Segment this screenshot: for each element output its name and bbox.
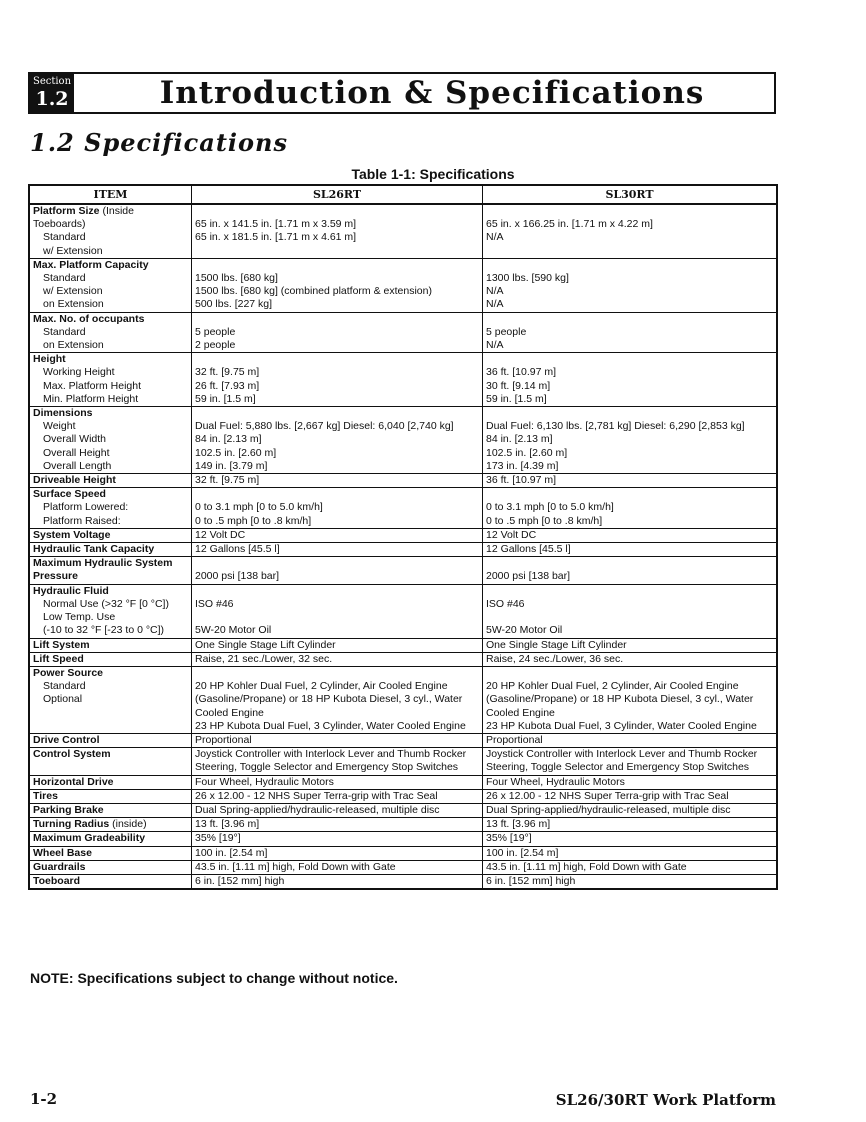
spec-item-title-text: Platform Size [33, 205, 100, 217]
spec-item-title-text: Drive Control [33, 733, 100, 746]
spec-sub-item-label: on Extension [43, 339, 104, 352]
sl30rt-value: 23 HP Kubota Dual Fuel, 3 Cylinder, Water Cooled Engine [486, 719, 757, 732]
spec-item-title [33, 847, 188, 860]
sl26rt-value: Four Wheel, Hydraulic Motors [195, 775, 334, 788]
table-caption: Table 1-1: Specifications [351, 166, 515, 182]
sl26rt-value-cell [192, 474, 483, 488]
spec-item-title [33, 818, 188, 831]
sl30rt-value: One Single Stage Lift Cylinder [486, 638, 627, 651]
sl26rt-value: 20 HP Kohler Dual Fuel, 2 Cylinder, Air Cooled Engine (Gasoline/Propane) or 18 HP Kubota Diesel, 3 cyl., Water Cooled Engine [195, 680, 463, 719]
table-row [29, 874, 777, 889]
sl26rt-value: 149 in. [3.79 m] [195, 459, 268, 472]
spec-sub-item-label: Standard [43, 325, 86, 338]
spec-item-cell [29, 312, 192, 353]
sl30rt-value: 35% [19°] [486, 832, 532, 845]
table-row [29, 818, 777, 832]
sl30rt-value-cell [483, 803, 778, 817]
sl26rt-value-cell [192, 789, 483, 803]
spec-item-cell [29, 543, 192, 557]
table-row [29, 528, 777, 542]
spec-item-cell [29, 874, 192, 889]
sl26rt-value [195, 611, 479, 624]
sl26rt-value: ISO #46 [195, 597, 234, 610]
sl30rt-value-cell [483, 543, 778, 557]
sl30rt-value-cell [483, 638, 778, 652]
spacer [195, 353, 479, 366]
table-row [29, 312, 777, 353]
spec-item-cell [29, 860, 192, 874]
spec-item-title-text: Max. Platform Capacity [33, 258, 149, 271]
spec-item-title [33, 488, 188, 501]
spec-item-title-text: Hydraulic Tank Capacity [33, 543, 155, 556]
sl26rt-value: 0 to 3.1 mph [0 to 5.0 km/h] [195, 501, 323, 514]
sl30rt-value-cell [483, 874, 778, 889]
spec-sub-item-label: Platform Lowered: [43, 501, 129, 514]
sl30rt-value-cell [483, 258, 778, 312]
spec-item-title-text: Toeboard [33, 874, 81, 887]
sl30rt-value: ISO #46 [486, 597, 525, 610]
sl30rt-value: Dual Fuel: 6,130 lbs. [2,781 kg] Diesel: 6,290 [2,853 kg] [486, 420, 745, 433]
sl30rt-value: N/A [486, 231, 504, 244]
sl26rt-value: Proportional [195, 733, 252, 746]
spec-sub-item-label: Platform Raised: [43, 514, 121, 527]
spec-item-title-text: Surface Speed [33, 488, 106, 501]
spec-item-title-text: System Voltage [33, 528, 111, 541]
spacer [486, 353, 773, 366]
sl30rt-value: 30 ft. [9.14 m] [486, 379, 551, 392]
spec-item-title-text: Control System [33, 748, 111, 761]
sl26rt-value-cell [192, 258, 483, 312]
spec-sub-item-label: Working Height [43, 366, 115, 379]
spec-item-title [33, 861, 188, 874]
spec-item-title-text: Dimensions [33, 407, 93, 420]
spec-sub-item-label: Pressure [33, 570, 78, 583]
sl30rt-value-cell [483, 832, 778, 846]
sl30rt-value-cell [483, 818, 778, 832]
spec-item-cell [29, 258, 192, 312]
sl26rt-value: 5W-20 Motor Oil [195, 624, 272, 637]
sl26rt-value-cell [192, 407, 483, 474]
section-badge [30, 74, 74, 112]
sl30rt-value-cell [483, 557, 778, 584]
sl26rt-value: 1500 lbs. [680 kg] (combined platform & extension) [195, 285, 432, 298]
spec-item-cell [29, 488, 192, 529]
sl26rt-value-cell [192, 748, 483, 775]
spec-item-title [33, 557, 188, 570]
sl30rt-value: 5W-20 Motor Oil [486, 624, 563, 637]
sl30rt-value-cell [483, 652, 778, 666]
spec-item-title-note: (inside) [109, 818, 147, 831]
spec-item-title [33, 667, 188, 680]
spec-item-title-text: Lift Speed [33, 652, 84, 665]
spec-item-title [33, 313, 188, 326]
sl26rt-value-cell [192, 543, 483, 557]
sl30rt-value: 36 ft. [10.97 m] [486, 474, 557, 487]
sl26rt-value-cell [192, 666, 483, 733]
spec-sub-item-label: (-10 to 32 °F [-23 to 0 °C]) [43, 624, 165, 637]
sl30rt-value: Dual Spring-applied/hydraulic-released, multiple disc [486, 803, 731, 816]
spacer [195, 313, 479, 326]
sl26rt-value: 100 in. [2.54 m] [195, 846, 268, 859]
spec-item-cell [29, 775, 192, 789]
sl26rt-value-cell [192, 312, 483, 353]
table-row [29, 748, 777, 775]
sl26rt-value-cell [192, 353, 483, 407]
sl30rt-value-cell [483, 204, 778, 258]
spec-item-title [33, 653, 188, 666]
spacer [486, 557, 773, 570]
sl30rt-value-cell [483, 775, 778, 789]
sl30rt-value: 102.5 in. [2.60 m] [486, 446, 568, 459]
spec-sub-item-label: on Extension [43, 298, 104, 311]
sl30rt-value: Four Wheel, Hydraulic Motors [486, 775, 625, 788]
spec-sub-item-label: Max. Platform Height [43, 379, 142, 392]
sl30rt-value: 100 in. [2.54 m] [486, 846, 559, 859]
table-row [29, 557, 777, 584]
table-row [29, 258, 777, 312]
sl26rt-value: 23 HP Kubota Dual Fuel, 3 Cylinder, Water Cooled Engine [195, 719, 466, 732]
sl26rt-value-cell [192, 860, 483, 874]
spec-item-cell [29, 407, 192, 474]
sl30rt-value [486, 611, 773, 624]
spec-item-title [33, 804, 188, 817]
spacer [195, 585, 479, 598]
spec-item-cell [29, 748, 192, 775]
spec-item-title [33, 259, 188, 272]
spec-item-title-text: Hydraulic Fluid [33, 584, 109, 597]
table-row [29, 860, 777, 874]
sl26rt-value: 84 in. [2.13 m] [195, 433, 262, 446]
sl30rt-value-cell [483, 474, 778, 488]
spacer [486, 205, 773, 218]
sl30rt-value-cell [483, 407, 778, 474]
spec-item-title [33, 832, 188, 845]
spec-sub-item-label: Low Temp. Use [43, 611, 116, 624]
spec-item-cell [29, 204, 192, 258]
sl26rt-value-cell [192, 652, 483, 666]
spec-item-title [33, 529, 188, 542]
sl26rt-value-cell [192, 638, 483, 652]
spec-item-cell [29, 474, 192, 488]
sl26rt-value-cell [192, 832, 483, 846]
sl30rt-value-cell [483, 748, 778, 775]
sl30rt-value: 59 in. [1.5 m] [486, 392, 547, 405]
spec-sub-item-label: w/ Extension [43, 244, 103, 257]
spec-item-title [33, 543, 188, 556]
sl30rt-value: 20 HP Kohler Dual Fuel, 2 Cylinder, Air Cooled Engine (Gasoline/Propane) or 18 HP Kubota Diesel, 3 cyl., Water Cooled Engine [486, 680, 754, 719]
spec-item-title [33, 205, 188, 231]
spec-item-title [33, 639, 188, 652]
sl26rt-value: 32 ft. [9.75 m] [195, 366, 260, 379]
spec-item-cell [29, 638, 192, 652]
spec-item-title-text: Height [33, 353, 66, 366]
spec-item-cell [29, 846, 192, 860]
table-header-row [29, 185, 777, 204]
column-header-sl26rt: SL26RT [192, 185, 483, 204]
sl26rt-value-cell [192, 733, 483, 747]
page-number: 1-2 [30, 1090, 58, 1108]
sl26rt-value: 0 to .5 mph [0 to .8 km/h] [195, 514, 312, 527]
spec-item-cell [29, 832, 192, 846]
spec-item-title-text: Max. No. of occupants [33, 312, 145, 325]
sl30rt-value: 12 Gallons [45.5 l] [486, 543, 571, 556]
product-name: SL26/30RT Work Platform [555, 1091, 776, 1109]
spec-item-title-text: Turning Radius [33, 818, 110, 831]
sl26rt-value: 13 ft. [3.96 m] [195, 818, 260, 831]
spec-item-title-text: Horizontal Drive [33, 775, 114, 788]
sl26rt-value: 26 ft. [7.93 m] [195, 379, 260, 392]
sl26rt-value: 2000 psi [138 bar] [195, 570, 280, 583]
sl26rt-value: 5 people [195, 325, 236, 338]
sl30rt-value: 0 to .5 mph [0 to .8 km/h] [486, 514, 603, 527]
sl30rt-value: 173 in. [4.39 m] [486, 459, 559, 472]
page-subtitle: 1.2 Specifications [30, 128, 288, 157]
spec-item-title [33, 353, 188, 366]
table-row [29, 584, 777, 638]
sl30rt-value-cell [483, 488, 778, 529]
spacer [486, 407, 773, 420]
spec-item-cell [29, 652, 192, 666]
sl26rt-value: 12 Volt DC [195, 528, 246, 541]
table-row [29, 832, 777, 846]
sl26rt-value-cell [192, 874, 483, 889]
sl26rt-value: Raise, 21 sec./Lower, 32 sec. [195, 652, 333, 665]
sl30rt-value-cell [483, 584, 778, 638]
sl26rt-value-cell [192, 584, 483, 638]
sl26rt-value-cell [192, 557, 483, 584]
spec-sub-item-label: Overall Width [43, 433, 107, 446]
column-header-item: ITEM [29, 185, 192, 204]
sl26rt-value-cell [192, 528, 483, 542]
spec-item-title [33, 776, 188, 789]
sl30rt-value: 6 in. [152 mm] high [486, 874, 576, 887]
spec-sub-item-label: Optional [43, 693, 83, 706]
sl26rt-value-cell [192, 846, 483, 860]
sl30rt-value: Proportional [486, 733, 543, 746]
spec-item-cell [29, 353, 192, 407]
spec-item-cell [29, 733, 192, 747]
spacer [195, 557, 479, 570]
sl26rt-value: 1500 lbs. [680 kg] [195, 272, 278, 284]
spacer [195, 205, 479, 218]
spec-table-wrapper [28, 184, 778, 890]
table-row [29, 488, 777, 529]
sl30rt-value: 13 ft. [3.96 m] [486, 818, 551, 831]
spec-table-body [29, 204, 777, 889]
table-row [29, 543, 777, 557]
sl30rt-value: 43.5 in. [1.11 m] high, Fold Down with Gate [486, 860, 687, 873]
sl26rt-value: One Single Stage Lift Cylinder [195, 638, 336, 651]
spacer [195, 667, 479, 680]
sl26rt-value: 32 ft. [9.75 m] [195, 474, 260, 487]
table-row [29, 474, 777, 488]
spacer [195, 407, 479, 420]
sl30rt-value-cell [483, 733, 778, 747]
sl26rt-value-cell [192, 803, 483, 817]
table-row [29, 353, 777, 407]
sl30rt-value: 12 Volt DC [486, 528, 537, 541]
sl30rt-value: N/A [486, 339, 504, 352]
sl30rt-value-cell [483, 846, 778, 860]
table-row [29, 803, 777, 817]
sl26rt-value: 43.5 in. [1.11 m] high, Fold Down with Gate [195, 860, 396, 873]
table-row [29, 204, 777, 258]
sl26rt-value: Dual Fuel: 5,880 lbs. [2,667 kg] Diesel: 6,040 [2,740 kg] [195, 420, 454, 433]
spec-item-title [33, 407, 188, 420]
sl30rt-value-cell [483, 312, 778, 353]
spec-item-title-text: Driveable Height [33, 474, 116, 487]
table-row [29, 775, 777, 789]
table-row [29, 666, 777, 733]
spec-item-title [33, 875, 188, 888]
sl26rt-value: 102.5 in. [2.60 m] [195, 446, 277, 459]
sl26rt-value: 12 Gallons [45.5 l] [195, 543, 280, 556]
spec-sub-item-label: Weight [43, 420, 76, 433]
sl26rt-value-cell [192, 775, 483, 789]
sl30rt-value-cell [483, 666, 778, 733]
sl30rt-value: 84 in. [2.13 m] [486, 433, 553, 446]
spec-item-cell [29, 666, 192, 733]
spec-sub-item-label: Min. Platform Height [43, 392, 139, 405]
spec-sub-item-label: Standard [43, 680, 86, 693]
spec-item-cell [29, 818, 192, 832]
spec-item-title [33, 585, 188, 598]
sl30rt-value-cell [483, 860, 778, 874]
table-row [29, 638, 777, 652]
sl26rt-value-cell [192, 818, 483, 832]
spacer [486, 313, 773, 326]
spec-sub-item-label: Standard [43, 272, 86, 285]
spec-item-title [33, 734, 188, 747]
sl26rt-value: 65 in. x 141.5 in. [1.71 m x 3.59 m] [195, 218, 357, 231]
sl30rt-value: 5 people [486, 325, 527, 338]
table-row [29, 733, 777, 747]
sl30rt-value-cell [483, 789, 778, 803]
spec-item-cell [29, 789, 192, 803]
sl30rt-value-cell [483, 528, 778, 542]
spec-item-title-text: Power Source [33, 666, 104, 679]
spec-item-cell [29, 803, 192, 817]
spec-sub-item-label: Standard [43, 231, 86, 244]
spec-item-cell [29, 528, 192, 542]
sl26rt-value: 26 x 12.00 - 12 NHS Super Terra-grip with Trac Seal [195, 789, 438, 802]
spacer [486, 488, 773, 501]
section-number: 1.2 [35, 88, 69, 110]
table-row [29, 652, 777, 666]
spec-note: NOTE: Specifications subject to change without notice. [30, 970, 398, 986]
spec-item-title-text: Parking Brake [33, 803, 104, 816]
spec-item-title-text: Tires [33, 789, 58, 802]
sl26rt-value: 500 lbs. [227 kg] [195, 298, 273, 311]
sl30rt-value: 1300 lbs. [590 kg] [486, 272, 569, 284]
spacer [195, 488, 479, 501]
spec-sub-item-label: w/ Extension [43, 285, 103, 298]
sl30rt-value: N/A [486, 298, 504, 311]
spacer [486, 585, 773, 598]
spec-item-title-text: Wheel Base [33, 846, 92, 859]
sl26rt-value: 59 in. [1.5 m] [195, 392, 256, 405]
spacer [195, 259, 479, 272]
sl26rt-value: 35% [19°] [195, 832, 241, 845]
sl26rt-value: Dual Spring-applied/hydraulic-released, multiple disc [195, 803, 440, 816]
sl30rt-value: 36 ft. [10.97 m] [486, 366, 557, 379]
spec-item-title [33, 748, 188, 761]
spec-item-title [33, 474, 188, 487]
sl26rt-value: 2 people [195, 339, 236, 352]
spec-item-title [33, 790, 188, 803]
table-row [29, 407, 777, 474]
sl26rt-value: Joystick Controller with Interlock Lever and Thumb Rocker Steering, Toggle Selector and Emergency Stop Switches [195, 748, 467, 774]
spec-sub-item-label: Normal Use (>32 °F [0 °C]) [43, 597, 169, 610]
spec-item-title-text: Lift System [33, 638, 90, 651]
column-header-sl30rt: SL30RT [483, 185, 778, 204]
sl30rt-value: 26 x 12.00 - 12 NHS Super Terra-grip with Trac Seal [486, 789, 729, 802]
section-word: Section [32, 76, 72, 87]
spec-item-cell [29, 557, 192, 584]
sl26rt-value-cell [192, 488, 483, 529]
spec-table [28, 184, 778, 890]
sl30rt-value: 65 in. x 166.25 in. [1.71 m x 4.22 m] [486, 218, 653, 231]
spec-sub-item-label: Overall Height [43, 446, 110, 459]
spec-item-cell [29, 584, 192, 638]
table-row [29, 789, 777, 803]
spacer [486, 667, 773, 680]
sl26rt-value-cell [192, 204, 483, 258]
sl30rt-value: Joystick Controller with Interlock Lever and Thumb Rocker Steering, Toggle Selector and Emergency Stop Switches [486, 748, 758, 774]
spec-item-title-text: Guardrails [33, 860, 86, 873]
sl30rt-value: N/A [486, 285, 504, 298]
spec-item-title-note: (Inside Toeboards) [33, 205, 134, 231]
spec-item-title-text: Maximum Gradeability [33, 832, 146, 845]
table-row [29, 846, 777, 860]
sl26rt-value: 65 in. x 181.5 in. [1.71 m x 4.61 m] [195, 231, 357, 244]
sl30rt-value: 0 to 3.1 mph [0 to 5.0 km/h] [486, 501, 614, 514]
section-header [28, 72, 776, 114]
sl30rt-value: Raise, 24 sec./Lower, 36 sec. [486, 652, 624, 665]
sl30rt-value: 2000 psi [138 bar] [486, 570, 571, 583]
spec-sub-item-label: Overall Length [43, 459, 112, 472]
spacer [486, 259, 773, 272]
sl26rt-value: 6 in. [152 mm] high [195, 874, 285, 887]
section-title: Introduction & Specifications [159, 75, 705, 111]
spec-item-title-text: Maximum Hydraulic System [33, 557, 173, 570]
sl30rt-value-cell [483, 353, 778, 407]
